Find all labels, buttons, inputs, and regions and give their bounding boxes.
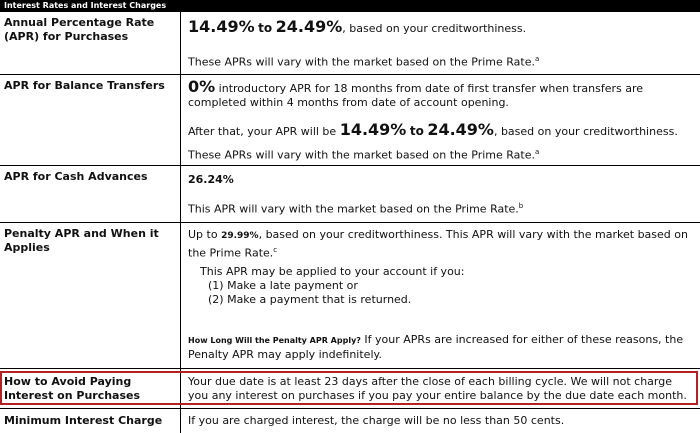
- condition-item: (2) Make a payment that is returned.: [208, 293, 412, 306]
- up-to: Up to: [188, 228, 222, 241]
- conditions-intro: This APR may be applied to your account if you:: [200, 265, 465, 278]
- vary-text: This APR will vary with the market based on the Prime Rate.: [188, 202, 519, 216]
- footnote-marker: a: [535, 148, 540, 156]
- avoid-interest-text: Your due date is at least 23 days after the close of each billing cycle. We will not charge you any interest on purchases if you pay your entire balance by the due date each month.: [188, 375, 687, 402]
- row-cash-advances: [0, 166, 700, 222]
- cash-vary-line: [188, 199, 694, 217]
- row-label: Penalty APR and When it Applies: [4, 227, 159, 254]
- rate-to: to: [409, 124, 424, 138]
- rate-high: 24.49%: [427, 120, 494, 139]
- after-rate-line: [188, 120, 694, 139]
- row-label: Annual Percentage Rate (APR) for Purchases: [4, 16, 155, 43]
- how-long-desc: If your APRs are increased for either of these reasons, the Penalty APR may apply indefinitely.: [188, 333, 684, 361]
- table-header: Interest Rates and Interest Charges: [0, 0, 700, 12]
- balance-vary-line: [188, 145, 694, 163]
- intro-rate-text: [188, 77, 694, 110]
- footnote-marker: c: [273, 246, 278, 254]
- footnote-marker: b: [518, 202, 524, 210]
- row-balance-transfers: [0, 75, 700, 165]
- rate-suffix: , based on your creditworthiness.: [493, 125, 678, 138]
- rate-low: 14.49%: [339, 120, 407, 139]
- cash-rate: 26.24%: [188, 173, 234, 186]
- rate-to: to: [258, 21, 273, 35]
- intro-text: introductory APR for 18 months from date of first transfer when transfers are completed within 4 months from date of account opening.: [188, 82, 644, 109]
- after-prefix: After that, your APR will be: [188, 125, 340, 138]
- purchases-vary-line: [188, 52, 694, 70]
- penalty-rate-text: [188, 228, 694, 261]
- how-long-text: [188, 333, 694, 362]
- penalty-rate: 29.99%: [221, 231, 259, 241]
- vary-text: These APRs will vary with the market based on the Prime Rate.: [188, 55, 536, 69]
- row-label: Minimum Interest Charge: [4, 414, 163, 427]
- row-label: How to Avoid Paying Interest on Purchases: [4, 375, 141, 402]
- penalty-rate-desc: , based on your creditworthiness. This APR will vary with the market based on the Prime Rate.: [188, 228, 688, 260]
- rate-suffix: , based on your creditworthiness.: [342, 22, 527, 35]
- row-penalty-apr: [0, 223, 700, 368]
- minimum-charge-text: If you are charged interest, the charge will be no less than 50 cents.: [188, 414, 565, 427]
- row-label: APR for Cash Advances: [4, 170, 148, 183]
- purchases-rate-line: [188, 17, 694, 36]
- how-long-label: How Long Will the Penalty APR Apply?: [188, 336, 361, 345]
- highlight-box: [0, 371, 698, 405]
- rate-low: 14.49%: [188, 17, 255, 36]
- row-label: APR for Balance Transfers: [4, 79, 165, 92]
- vary-text: These APRs will vary with the market based on the Prime Rate.: [188, 148, 536, 162]
- rate-high: 24.49%: [275, 17, 343, 36]
- row-minimum-interest: [0, 409, 700, 433]
- intro-rate: 0%: [188, 77, 216, 96]
- condition-item: (1) Make a late payment or: [208, 279, 358, 292]
- row-purchases: [0, 12, 700, 74]
- footnote-marker: a: [535, 55, 540, 63]
- penalty-conditions: [200, 265, 464, 307]
